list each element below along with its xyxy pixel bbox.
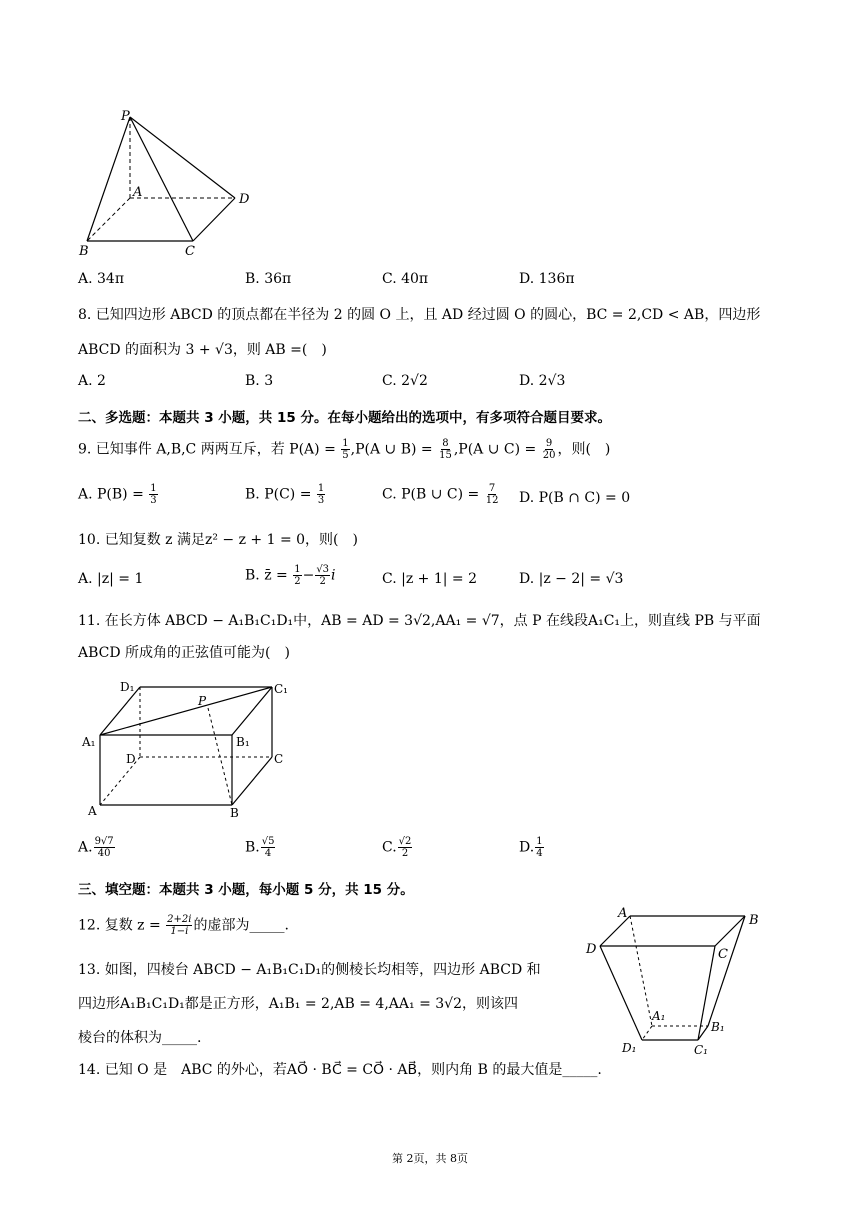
q8-option-b: B. 3 — [245, 373, 274, 389]
q9-mid2: ,P(A ∪ C) = — [453, 441, 541, 458]
q10-stem: 10. 已知复数 z 满足z² − z + 1 = 0，则( ) — [78, 532, 358, 548]
frac-den: 15 — [439, 450, 452, 461]
q11-line1: 11. 在长方体 ABCD − A₁B₁C₁D₁中，AB = AD = 3√2,AA₁ = √7，点 P 在线段A₁C₁上，则直线 PB 与平面 — [78, 613, 761, 629]
frac-den: 5 — [342, 450, 349, 461]
q9-frac-1 — [341, 438, 349, 461]
frac — [398, 836, 413, 859]
frustum-figure — [580, 900, 770, 1060]
frac-den: 4 — [264, 848, 272, 859]
q9-stem — [78, 438, 610, 461]
q13-line1: 13. 如图，四棱台 ABCD − A₁B₁C₁D₁的侧棱长均相等，四边形 ABCD 和 — [78, 962, 541, 978]
opt-text: B. — [245, 839, 260, 856]
label-B1: B₁ — [236, 735, 250, 749]
frac — [485, 483, 500, 506]
q9-option-b — [245, 483, 326, 506]
q8-option-d: D. 2√3 — [519, 373, 566, 389]
q11-option-a — [78, 836, 116, 859]
opt-text: A. — [78, 839, 93, 856]
q12-prefix: 12. 复数 z = — [78, 917, 166, 934]
q8-line1: 8. 已知四边形 ABCD 的顶点都在半径为 2 的圆 O 上，且 AD 经过圆 O 的圆心，BC = 2,CD < AB，四边形 — [78, 307, 761, 323]
frac-num: 9 — [545, 438, 553, 449]
q10-option-d: D. |z − 2| = √3 — [519, 571, 624, 587]
label-C: C — [274, 752, 284, 766]
frac — [149, 483, 157, 506]
label-A: A — [618, 906, 628, 921]
frac-num: √2 — [398, 836, 412, 847]
opt-text: i — [331, 567, 336, 584]
label-B: B — [749, 913, 759, 928]
section-heading-multiple-choice: 二、多选题：本题共 3 小题，共 15 分。在每小题给出的选项中，有多项符合题目要求。 — [78, 410, 611, 426]
q11-option-d — [519, 836, 545, 859]
frac-num: 1 — [536, 836, 543, 847]
q7-option-b: B. 36π — [245, 271, 292, 287]
q12-stem — [78, 914, 289, 937]
label-B1: B₁ — [711, 1020, 725, 1034]
opt-text: A. P(B) = — [78, 486, 149, 503]
opt-text: − — [302, 567, 315, 584]
frac-den: 40 — [97, 848, 111, 859]
frac-num: 8 — [442, 438, 449, 449]
q12-frac — [166, 914, 192, 937]
label-B: B — [230, 806, 239, 820]
q9-option-d: D. P(B ∩ C) = 0 — [519, 490, 631, 506]
page-footer: 第 2页，共 8页 — [392, 1152, 468, 1165]
q7-option-a: A. 34π — [78, 271, 125, 287]
frac-den: 2 — [294, 576, 301, 587]
frac-num: √5 — [261, 836, 275, 847]
label-A1: A₁ — [82, 735, 96, 749]
frac-den: 3 — [150, 495, 157, 506]
frac-den: 20 — [542, 450, 556, 461]
q9-suffix: ，则( ) — [557, 441, 611, 458]
frac — [535, 836, 543, 859]
frac-num: 1 — [150, 483, 157, 494]
label-A1: A₁ — [652, 1009, 666, 1023]
label-B: B — [79, 244, 89, 259]
opt-text: B. z̄ = — [245, 567, 293, 584]
q9-option-c — [382, 483, 500, 506]
label-C: C — [718, 947, 728, 962]
opt-text: D. — [519, 839, 535, 856]
q9-prefix: 9. 已知事件 A,B,C 两两互斥，若 P(A) = — [78, 441, 341, 458]
cuboid-figure — [80, 675, 295, 820]
frac-den: 2 — [401, 848, 409, 859]
q11-option-b — [245, 836, 276, 859]
frac — [94, 836, 115, 859]
label-P: P — [198, 694, 207, 708]
label-A: A — [88, 804, 97, 818]
opt-text: B. P(C) = — [245, 486, 316, 503]
q9-option-a — [78, 483, 159, 506]
frac-num: 9√7 — [94, 836, 114, 847]
q7-option-c: C. 40π — [382, 271, 429, 287]
q7-option-d: D. 136π — [519, 271, 575, 287]
opt-text: C. P(B ∪ C) = — [382, 486, 484, 503]
label-D: D — [126, 752, 136, 766]
frac-den: 4 — [536, 848, 543, 859]
label-C1: C₁ — [694, 1043, 708, 1057]
section-heading-fill-in: 三、填空题：本题共 3 小题，每小题 5 分，共 15 分。 — [78, 882, 414, 898]
opt-text: C. — [382, 839, 397, 856]
q12-suffix: 的虚部为_____. — [193, 917, 289, 934]
q10-option-b — [245, 564, 336, 587]
q9-mid1: ,P(A ∪ B) = — [350, 441, 438, 458]
q13-line2: 四边形A₁B₁C₁D₁都是正方形，A₁B₁ = 2,AB = 4,AA₁ = 3√2，则该四 — [78, 996, 518, 1012]
frac-den: 3 — [317, 495, 325, 506]
q9-frac-2 — [438, 438, 453, 461]
label-C1: C₁ — [274, 682, 288, 696]
frac-num: √3 — [316, 564, 330, 575]
frac — [261, 836, 276, 859]
q11-option-c — [382, 836, 413, 859]
frac — [315, 564, 330, 587]
frac-num: 2+2i — [167, 914, 192, 925]
label-D: D — [239, 192, 250, 207]
frac-num: 7 — [488, 483, 496, 494]
frac-num: 1 — [294, 564, 301, 575]
q13-line3: 棱台的体积为_____. — [78, 1030, 202, 1046]
label-C: C — [185, 244, 195, 259]
q11-line2: ABCD 所成角的正弦值可能为( ) — [78, 645, 290, 661]
q8-option-a: A. 2 — [78, 373, 106, 389]
frac-den: 12 — [485, 495, 499, 506]
q8-line2: ABCD 的面积为 3 + √3，则 AB =( ) — [78, 342, 327, 358]
label-D1: D₁ — [622, 1041, 637, 1055]
label-D: D — [586, 942, 597, 957]
q8-option-c: C. 2√2 — [382, 373, 428, 389]
label-A: A — [133, 185, 143, 200]
pyramid-figure — [75, 105, 265, 265]
q10-option-a: A. |z| = 1 — [78, 571, 144, 587]
frac — [317, 483, 325, 506]
frac-den: 2 — [319, 576, 326, 587]
q14-stem: 14. 已知 O 是 ABC 的外心，若AO⃗ · BC⃗ = CO⃗ · AB⃗，则内角 B 的最大值是_____. — [78, 1062, 602, 1078]
q10-option-c: C. |z + 1| = 2 — [382, 571, 477, 587]
frac-num: 1 — [317, 483, 325, 494]
label-P: P — [121, 109, 130, 124]
frac-den: 1−i — [170, 926, 189, 937]
frac-num: 1 — [342, 438, 349, 449]
q9-frac-3 — [542, 438, 557, 461]
label-D1: D₁ — [120, 680, 135, 694]
frac — [293, 564, 301, 587]
